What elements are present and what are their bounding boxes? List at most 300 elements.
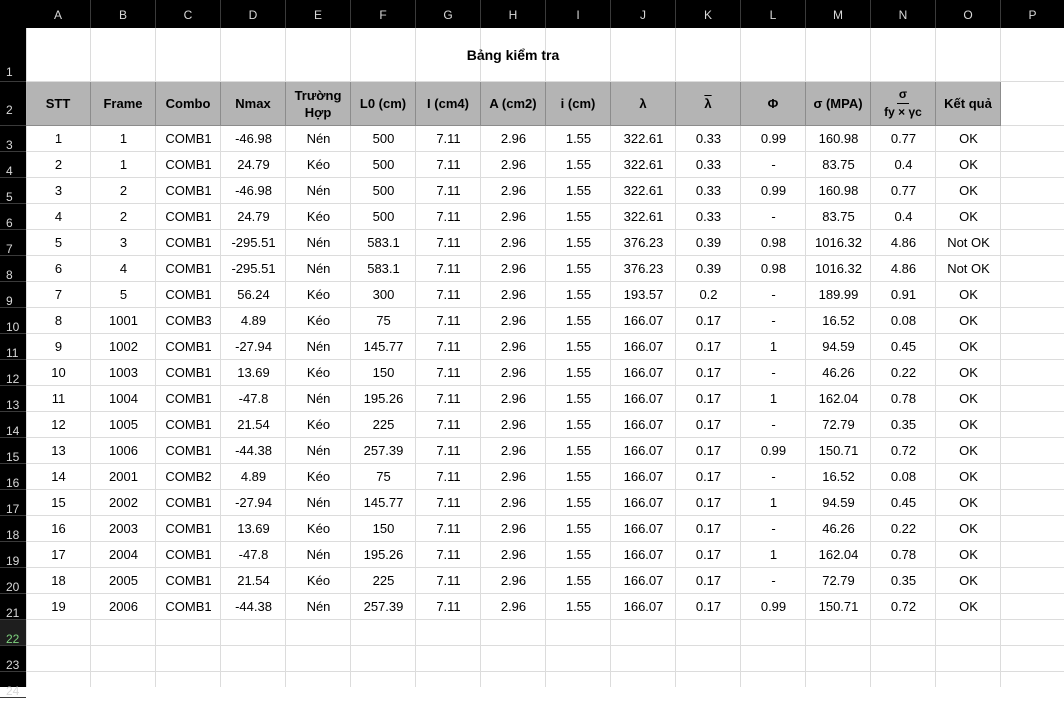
table-cell[interactable]: 13.69 [237, 521, 270, 536]
table-cell[interactable]: 0.35 [890, 417, 917, 432]
table-cell[interactable]: 2.96 [500, 521, 527, 536]
table-cell[interactable]: 4.89 [240, 469, 267, 484]
table-cell[interactable]: 0.4 [894, 157, 913, 172]
table-cell[interactable]: OK [959, 287, 978, 302]
table-cell[interactable]: -44.38 [235, 443, 272, 458]
table-cell[interactable]: Kéo [306, 157, 331, 172]
table-cell[interactable]: 7.11 [436, 287, 461, 302]
table-cell[interactable]: OK [959, 599, 978, 614]
table-cell[interactable]: Nén [306, 599, 331, 614]
table-cell[interactable]: OK [959, 469, 978, 484]
table-cell[interactable]: 500 [372, 157, 395, 172]
column-header-a[interactable]: A [26, 0, 91, 28]
table-cell[interactable]: 21.54 [237, 417, 270, 432]
column-header-h[interactable]: H [481, 0, 546, 28]
table-cell[interactable]: 94.59 [822, 339, 855, 354]
row-header-23[interactable]: 23 [0, 646, 26, 672]
table-cell[interactable]: 500 [372, 131, 395, 146]
table-cell[interactable]: -295.51 [231, 235, 276, 250]
table-cell[interactable]: 322.61 [623, 131, 664, 146]
table-cell[interactable]: 0.77 [890, 131, 917, 146]
table-cell[interactable]: 1.55 [565, 599, 592, 614]
table-cell[interactable]: 1.55 [565, 521, 592, 536]
table-cell[interactable]: 0.4 [894, 209, 913, 224]
table-cell[interactable]: 7.11 [436, 339, 461, 354]
table-cell[interactable]: 16.52 [822, 313, 855, 328]
table-cell[interactable]: 24.79 [237, 157, 270, 172]
table-cell[interactable]: 162.04 [818, 391, 859, 406]
table-cell[interactable]: OK [959, 391, 978, 406]
table-cell[interactable]: -27.94 [235, 339, 272, 354]
table-cell[interactable]: -46.98 [235, 183, 272, 198]
table-cell[interactable]: 2.96 [500, 183, 527, 198]
table-cell[interactable]: 56.24 [237, 287, 270, 302]
table-cell[interactable]: 2.96 [500, 365, 527, 380]
table-cell[interactable]: 1 [769, 547, 778, 562]
table-cell[interactable]: 2 [54, 157, 63, 172]
table-cell[interactable]: 0.33 [695, 183, 722, 198]
table-cell[interactable]: 2.96 [500, 261, 527, 276]
table-cell[interactable]: - [771, 313, 776, 328]
table-cell[interactable]: Not OK [947, 261, 990, 276]
table-cell[interactable]: 0.78 [890, 391, 917, 406]
table-cell[interactable]: Kéo [306, 287, 331, 302]
table-cell[interactable]: 46.26 [822, 521, 855, 536]
column-header-o[interactable]: O [936, 0, 1001, 28]
table-cell[interactable]: - [771, 417, 776, 432]
table-cell[interactable]: OK [959, 131, 978, 146]
table-cell[interactable]: 7.11 [436, 573, 461, 588]
table-cell[interactable]: 166.07 [623, 365, 664, 380]
table-cell[interactable]: 0.17 [695, 521, 722, 536]
table-cell[interactable]: 0.91 [890, 287, 917, 302]
table-cell[interactable]: 2.96 [500, 469, 527, 484]
table-cell[interactable]: 46.26 [822, 365, 855, 380]
table-cell[interactable]: 18 [51, 573, 66, 588]
table-cell[interactable]: Kéo [306, 365, 331, 380]
table-cell[interactable]: 1.55 [565, 547, 592, 562]
table-cell[interactable]: COMB1 [165, 261, 212, 276]
row-header-12[interactable]: 12 [0, 360, 26, 386]
table-cell[interactable]: OK [959, 157, 978, 172]
table-cell[interactable]: 7.11 [436, 313, 461, 328]
table-cell[interactable]: COMB1 [165, 521, 212, 536]
table-cell[interactable]: 7.11 [436, 599, 461, 614]
table-cell[interactable]: 0.98 [760, 235, 787, 250]
table-cell[interactable]: 2.96 [500, 235, 527, 250]
table-cell[interactable]: 0.22 [890, 521, 917, 536]
table-cell[interactable]: 160.98 [818, 131, 859, 146]
column-header-j[interactable]: J [611, 0, 676, 28]
row-header-19[interactable]: 19 [0, 542, 26, 568]
table-cell[interactable]: 160.98 [818, 183, 859, 198]
table-cell[interactable]: 2.96 [500, 209, 527, 224]
table-cell[interactable]: - [771, 469, 776, 484]
row-header-15[interactable]: 15 [0, 438, 26, 464]
table-cell[interactable]: 0.99 [760, 131, 787, 146]
table-cell[interactable]: -47.8 [238, 547, 269, 562]
column-header-b[interactable]: B [91, 0, 156, 28]
table-cell[interactable]: 2 [119, 183, 128, 198]
table-cell[interactable]: 145.77 [363, 339, 404, 354]
table-cell[interactable]: Kéo [306, 209, 331, 224]
table-cell[interactable]: - [771, 157, 776, 172]
row-header-10[interactable]: 10 [0, 308, 26, 334]
table-cell[interactable]: 1.55 [565, 391, 592, 406]
row-header-5[interactable]: 5 [0, 178, 26, 204]
table-cell[interactable]: 225 [372, 573, 395, 588]
row-header-18[interactable]: 18 [0, 516, 26, 542]
table-cell[interactable]: 1 [769, 391, 778, 406]
table-cell[interactable]: 1.55 [565, 235, 592, 250]
table-cell[interactable]: Nén [306, 131, 331, 146]
row-header-14[interactable]: 14 [0, 412, 26, 438]
table-cell[interactable]: 4.86 [890, 235, 917, 250]
table-cell[interactable]: 166.07 [623, 495, 664, 510]
table-cell[interactable]: 193.57 [623, 287, 664, 302]
row-header-4[interactable]: 4 [0, 152, 26, 178]
table-cell[interactable]: 1.55 [565, 209, 592, 224]
table-cell[interactable]: COMB1 [165, 183, 212, 198]
table-cell[interactable]: 94.59 [822, 495, 855, 510]
table-cell[interactable]: 189.99 [818, 287, 859, 302]
table-cell[interactable]: 7.11 [436, 157, 461, 172]
table-cell[interactable]: 195.26 [363, 391, 404, 406]
table-cell[interactable]: 2003 [109, 521, 138, 536]
row-header-24[interactable]: 24 [0, 672, 26, 698]
table-cell[interactable]: 19 [51, 599, 66, 614]
table-cell[interactable]: 7.11 [436, 365, 461, 380]
table-cell[interactable]: OK [959, 183, 978, 198]
table-cell[interactable]: 1016.32 [815, 261, 862, 276]
table-cell[interactable]: 0.45 [890, 339, 917, 354]
table-cell[interactable]: COMB1 [165, 235, 212, 250]
table-cell[interactable]: 0.17 [695, 313, 722, 328]
table-cell[interactable]: 12 [51, 417, 66, 432]
table-cell[interactable]: 1 [54, 131, 63, 146]
table-cell[interactable]: 2.96 [500, 287, 527, 302]
table-cell[interactable]: 376.23 [623, 261, 664, 276]
table-cell[interactable]: 0.17 [695, 573, 722, 588]
table-cell[interactable]: 7.11 [436, 469, 461, 484]
table-cell[interactable]: 0.99 [760, 443, 787, 458]
table-cell[interactable]: 500 [372, 209, 395, 224]
column-header-m[interactable]: M [806, 0, 871, 28]
table-cell[interactable]: 1004 [109, 391, 138, 406]
table-cell[interactable]: 166.07 [623, 573, 664, 588]
table-cell[interactable]: 4 [54, 209, 63, 224]
table-cell[interactable]: 17 [51, 547, 66, 562]
table-cell[interactable]: 166.07 [623, 521, 664, 536]
table-cell[interactable]: 7.11 [436, 391, 461, 406]
column-header-g[interactable]: G [416, 0, 481, 28]
table-cell[interactable]: 166.07 [623, 313, 664, 328]
table-cell[interactable]: 166.07 [623, 391, 664, 406]
table-cell[interactable]: 1003 [109, 365, 138, 380]
table-cell[interactable]: 2.96 [500, 443, 527, 458]
table-cell[interactable]: 257.39 [363, 599, 404, 614]
row-header-1[interactable]: 1 [0, 28, 26, 82]
table-cell[interactable]: -44.38 [235, 599, 272, 614]
row-header-11[interactable]: 11 [0, 334, 26, 360]
table-cell[interactable]: -47.8 [238, 391, 269, 406]
table-cell[interactable]: Kéo [306, 521, 331, 536]
table-cell[interactable]: 7.11 [436, 495, 461, 510]
table-cell[interactable]: 0.99 [760, 599, 787, 614]
table-cell[interactable]: 2.96 [500, 599, 527, 614]
table-cell[interactable]: 0.17 [695, 365, 722, 380]
table-cell[interactable]: 0.17 [695, 495, 722, 510]
table-cell[interactable]: Kéo [306, 313, 331, 328]
table-cell[interactable]: 2002 [109, 495, 138, 510]
table-cell[interactable]: 257.39 [363, 443, 404, 458]
table-cell[interactable]: Nén [306, 183, 331, 198]
table-cell[interactable]: 1.55 [565, 339, 592, 354]
row-header-20[interactable]: 20 [0, 568, 26, 594]
column-header-d[interactable]: D [221, 0, 286, 28]
table-cell[interactable]: 5 [119, 287, 128, 302]
table-cell[interactable]: OK [959, 521, 978, 536]
table-cell[interactable]: 7.11 [436, 131, 461, 146]
table-cell[interactable]: 1005 [109, 417, 138, 432]
table-cell[interactable]: 1.55 [565, 313, 592, 328]
table-cell[interactable]: 150 [372, 521, 395, 536]
table-cell[interactable]: COMB1 [165, 365, 212, 380]
table-cell[interactable]: 150.71 [818, 443, 859, 458]
table-cell[interactable]: COMB1 [165, 599, 212, 614]
table-cell[interactable]: 2006 [109, 599, 138, 614]
table-cell[interactable]: 4 [119, 261, 128, 276]
table-cell[interactable]: 0.35 [890, 573, 917, 588]
table-cell[interactable]: COMB1 [165, 391, 212, 406]
table-cell[interactable]: 1 [119, 157, 128, 172]
table-cell[interactable]: 0.17 [695, 599, 722, 614]
table-cell[interactable]: 1.55 [565, 417, 592, 432]
table-cell[interactable]: 1016.32 [815, 235, 862, 250]
table-cell[interactable]: Kéo [306, 573, 331, 588]
table-cell[interactable]: COMB1 [165, 287, 212, 302]
table-cell[interactable]: COMB1 [165, 339, 212, 354]
table-cell[interactable]: OK [959, 573, 978, 588]
table-cell[interactable]: OK [959, 417, 978, 432]
table-cell[interactable]: 300 [372, 287, 395, 302]
table-cell[interactable]: COMB1 [165, 443, 212, 458]
row-header-8[interactable]: 8 [0, 256, 26, 282]
table-cell[interactable]: 0.33 [695, 209, 722, 224]
table-cell[interactable]: OK [959, 209, 978, 224]
table-cell[interactable]: 2005 [109, 573, 138, 588]
table-cell[interactable]: 15 [51, 495, 66, 510]
table-cell[interactable]: 14 [51, 469, 66, 484]
table-cell[interactable]: OK [959, 495, 978, 510]
table-cell[interactable]: 166.07 [623, 469, 664, 484]
table-cell[interactable]: - [771, 521, 776, 536]
table-cell[interactable]: 7 [54, 287, 63, 302]
row-header-21[interactable]: 21 [0, 594, 26, 620]
table-cell[interactable]: -295.51 [231, 261, 276, 276]
table-cell[interactable]: 2.96 [500, 547, 527, 562]
table-cell[interactable]: 166.07 [623, 599, 664, 614]
table-cell[interactable]: 1 [769, 495, 778, 510]
table-cell[interactable]: 7.11 [436, 261, 461, 276]
table-cell[interactable]: 7.11 [436, 547, 461, 562]
table-cell[interactable]: 0.72 [890, 599, 917, 614]
table-cell[interactable]: COMB1 [165, 131, 212, 146]
table-cell[interactable]: 500 [372, 183, 395, 198]
table-cell[interactable]: 1.55 [565, 495, 592, 510]
table-cell[interactable]: COMB1 [165, 417, 212, 432]
table-cell[interactable]: - [771, 287, 776, 302]
table-cell[interactable]: 72.79 [822, 573, 855, 588]
table-cell[interactable]: 4.89 [240, 313, 267, 328]
table-cell[interactable]: 376.23 [623, 235, 664, 250]
table-cell[interactable]: 11 [51, 391, 66, 406]
table-cell[interactable]: 83.75 [822, 209, 855, 224]
table-cell[interactable]: 7.11 [436, 443, 461, 458]
table-cell[interactable]: 162.04 [818, 547, 859, 562]
worksheet-grid[interactable] [26, 28, 1064, 687]
table-cell[interactable]: 75 [376, 469, 391, 484]
table-cell[interactable]: 10 [51, 365, 66, 380]
table-cell[interactable]: 16 [51, 521, 66, 536]
column-header-n[interactable]: N [871, 0, 936, 28]
table-cell[interactable]: 2.96 [500, 313, 527, 328]
table-cell[interactable]: 7.11 [436, 235, 461, 250]
column-header-i[interactable]: I [546, 0, 611, 28]
table-cell[interactable]: 16.52 [822, 469, 855, 484]
table-cell[interactable]: 83.75 [822, 157, 855, 172]
table-cell[interactable]: 1.55 [565, 469, 592, 484]
table-cell[interactable]: 583.1 [367, 261, 400, 276]
table-cell[interactable]: 1.55 [565, 131, 592, 146]
table-cell[interactable]: 21.54 [237, 573, 270, 588]
row-header-2[interactable]: 2 [0, 82, 26, 126]
table-cell[interactable]: 166.07 [623, 547, 664, 562]
table-cell[interactable]: 75 [376, 313, 391, 328]
table-cell[interactable]: 1 [769, 339, 778, 354]
table-cell[interactable]: 1.55 [565, 261, 592, 276]
table-cell[interactable]: Nén [306, 235, 331, 250]
table-cell[interactable]: 13 [51, 443, 66, 458]
table-cell[interactable]: Nén [306, 339, 331, 354]
table-cell[interactable]: OK [959, 547, 978, 562]
table-cell[interactable]: 166.07 [623, 443, 664, 458]
table-cell[interactable]: 0.78 [890, 547, 917, 562]
table-cell[interactable]: 322.61 [623, 157, 664, 172]
table-cell[interactable]: 1.55 [565, 183, 592, 198]
table-cell[interactable]: Kéo [306, 417, 331, 432]
table-cell[interactable]: COMB2 [165, 469, 212, 484]
table-cell[interactable]: Nén [306, 391, 331, 406]
table-cell[interactable]: 166.07 [623, 339, 664, 354]
table-cell[interactable]: 0.22 [890, 365, 917, 380]
table-cell[interactable]: 195.26 [363, 547, 404, 562]
table-cell[interactable]: OK [959, 313, 978, 328]
table-cell[interactable]: 1.55 [565, 573, 592, 588]
table-cell[interactable]: 9 [54, 339, 63, 354]
table-cell[interactable]: 2.96 [500, 339, 527, 354]
row-header-3[interactable]: 3 [0, 126, 26, 152]
table-cell[interactable]: 0.17 [695, 391, 722, 406]
table-cell[interactable]: 72.79 [822, 417, 855, 432]
table-cell[interactable]: 0.17 [695, 443, 722, 458]
table-cell[interactable]: OK [959, 443, 978, 458]
table-cell[interactable]: COMB1 [165, 573, 212, 588]
row-header-13[interactable]: 13 [0, 386, 26, 412]
table-cell[interactable]: 2.96 [500, 417, 527, 432]
table-cell[interactable]: 0.17 [695, 547, 722, 562]
table-cell[interactable]: 24.79 [237, 209, 270, 224]
table-cell[interactable]: 2.96 [500, 573, 527, 588]
table-cell[interactable]: 0.17 [695, 469, 722, 484]
table-cell[interactable]: 0.77 [890, 183, 917, 198]
table-cell[interactable]: 7.11 [436, 209, 461, 224]
table-cell[interactable]: COMB1 [165, 157, 212, 172]
table-cell[interactable]: 2004 [109, 547, 138, 562]
table-cell[interactable]: -46.98 [235, 131, 272, 146]
table-cell[interactable]: 4.86 [890, 261, 917, 276]
table-cell[interactable]: 0.2 [699, 287, 718, 302]
table-cell[interactable]: Not OK [947, 235, 990, 250]
table-cell[interactable]: 8 [54, 313, 63, 328]
table-cell[interactable]: 0.39 [695, 261, 722, 276]
table-cell[interactable]: OK [959, 339, 978, 354]
table-cell[interactable]: 7.11 [436, 183, 461, 198]
table-cell[interactable]: Nén [306, 261, 331, 276]
table-cell[interactable]: 3 [119, 235, 128, 250]
table-cell[interactable]: 0.33 [695, 157, 722, 172]
table-cell[interactable]: 1.55 [565, 157, 592, 172]
table-cell[interactable]: COMB3 [165, 313, 212, 328]
table-cell[interactable]: 2.96 [500, 391, 527, 406]
table-cell[interactable]: 1006 [109, 443, 138, 458]
table-cell[interactable]: 2.96 [500, 157, 527, 172]
table-cell[interactable]: 3 [54, 183, 63, 198]
table-cell[interactable]: 7.11 [436, 417, 461, 432]
table-cell[interactable]: 1001 [109, 313, 138, 328]
table-cell[interactable]: 0.08 [890, 313, 917, 328]
row-header-17[interactable]: 17 [0, 490, 26, 516]
row-header-6[interactable]: 6 [0, 204, 26, 230]
table-cell[interactable]: 0.39 [695, 235, 722, 250]
table-cell[interactable]: 2.96 [500, 495, 527, 510]
table-cell[interactable]: Nén [306, 495, 331, 510]
table-cell[interactable]: 145.77 [363, 495, 404, 510]
column-header-l[interactable]: L [741, 0, 806, 28]
table-cell[interactable]: 1002 [109, 339, 138, 354]
column-header-e[interactable]: E [286, 0, 351, 28]
table-cell[interactable]: 2.96 [500, 131, 527, 146]
table-cell[interactable]: 6 [54, 261, 63, 276]
row-header-9[interactable]: 9 [0, 282, 26, 308]
table-cell[interactable]: 166.07 [623, 417, 664, 432]
table-cell[interactable]: 225 [372, 417, 395, 432]
row-header-16[interactable]: 16 [0, 464, 26, 490]
table-cell[interactable]: 150.71 [818, 599, 859, 614]
table-cell[interactable]: - [771, 573, 776, 588]
table-cell[interactable]: - [771, 209, 776, 224]
table-cell[interactable]: 0.72 [890, 443, 917, 458]
table-cell[interactable]: -27.94 [235, 495, 272, 510]
table-cell[interactable]: 322.61 [623, 183, 664, 198]
table-cell[interactable]: Nén [306, 443, 331, 458]
table-cell[interactable]: COMB1 [165, 495, 212, 510]
table-cell[interactable]: 0.08 [890, 469, 917, 484]
table-cell[interactable]: 0.98 [760, 261, 787, 276]
table-cell[interactable]: COMB1 [165, 547, 212, 562]
table-cell[interactable]: Kéo [306, 469, 331, 484]
table-cell[interactable]: COMB1 [165, 209, 212, 224]
